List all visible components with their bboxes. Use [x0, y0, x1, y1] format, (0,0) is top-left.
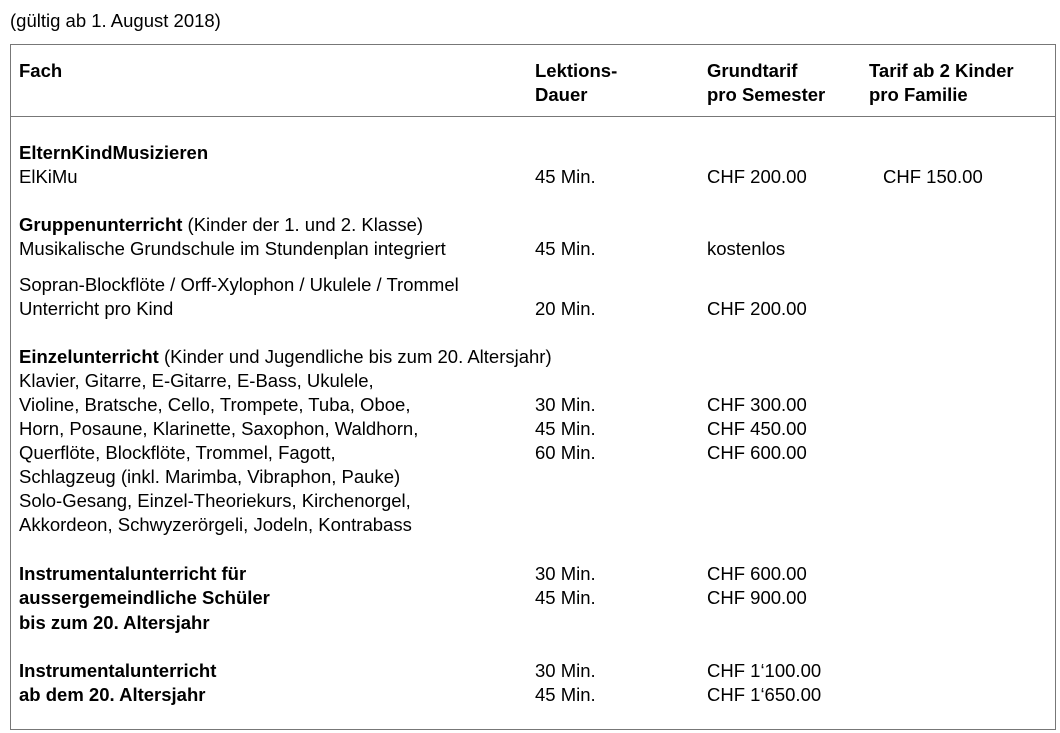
- ausser-title-line3: bis zum 20. Altersjahr: [19, 612, 210, 633]
- gruppen-item2-price: CHF 200.00: [707, 298, 807, 319]
- einzel-price: CHF 450.00: [707, 418, 807, 439]
- einzel-line: Solo-Gesang, Einzel-Theoriekurs, Kirchenorgel,: [19, 490, 411, 511]
- header-divider: [11, 116, 1055, 117]
- einzel-duration: 30 Min.: [535, 394, 596, 415]
- gruppen-item2-line1: Sopran-Blockflöte / Orff-Xylophon / Ukulele / Trommel: [19, 274, 459, 295]
- elkimu-duration: 45 Min.: [535, 166, 596, 187]
- validity-note: (gültig ab 1. August 2018): [10, 10, 221, 31]
- einzel-line: Horn, Posaune, Klarinette, Saxophon, Waldhorn,: [19, 418, 419, 439]
- ausser-duration: 30 Min.: [535, 563, 596, 584]
- gruppen-item1-price: kostenlos: [707, 238, 786, 259]
- einzel-line: Querflöte, Blockflöte, Trommel, Fagott,: [19, 442, 336, 463]
- header-tarif2-line2: pro Familie: [869, 84, 968, 105]
- einzel-price: CHF 600.00: [707, 442, 807, 463]
- einzel-heading: [19, 345, 552, 369]
- ausser-price: CHF 600.00: [707, 563, 807, 584]
- gruppen-item1: Musikalische Grundschule im Stundenplan integriert: [19, 238, 446, 259]
- gruppen-item2-duration: 20 Min.: [535, 298, 596, 319]
- gruppen-item1-duration: 45 Min.: [535, 238, 596, 259]
- einzel-line: Akkordeon, Schwyzerörgeli, Jodeln, Kontrabass: [19, 514, 412, 535]
- ausser-title-line2: aussergemeindliche Schüler: [19, 587, 270, 608]
- einzel-line: Schlagzeug (inkl. Marimba, Vibraphon, Pauke): [19, 466, 401, 487]
- elkimu-name: ElKiMu: [19, 166, 78, 187]
- einzel-price: CHF 300.00: [707, 394, 807, 415]
- elkimu-price: CHF 200.00: [707, 166, 807, 187]
- gruppen-title: Gruppenunterricht: [19, 214, 183, 235]
- ausser-duration: 45 Min.: [535, 587, 596, 608]
- elkimu-title: ElternKindMusizieren: [19, 142, 209, 163]
- erwachsene-title-line1: Instrumentalunterricht: [19, 660, 217, 681]
- gruppen-heading: [19, 213, 423, 237]
- header-tarif2-line1: Tarif ab 2 Kinder: [869, 60, 1014, 81]
- einzel-note: (Kinder und Jugendliche bis zum 20. Altersjahr): [158, 346, 552, 367]
- einzel-duration: 45 Min.: [535, 418, 596, 439]
- erwachsene-title-line2: ab dem 20. Altersjahr: [19, 684, 206, 705]
- header-dauer-line2: Dauer: [535, 84, 588, 105]
- header-grundtarif-line1: Grundtarif: [707, 60, 798, 81]
- ausser-title-line1: Instrumentalunterricht für: [19, 563, 247, 584]
- erwachsene-duration: 30 Min.: [535, 660, 596, 681]
- erwachsene-price: CHF 1‘100.00: [707, 660, 822, 681]
- einzel-line: Violine, Bratsche, Cello, Trompete, Tuba, Oboe,: [19, 394, 411, 415]
- gruppen-note: (Kinder der 1. und 2. Klasse): [182, 214, 424, 235]
- einzel-duration: 60 Min.: [535, 442, 596, 463]
- einzel-title: Einzelunterricht: [19, 346, 159, 367]
- einzel-line: Klavier, Gitarre, E-Gitarre, E-Bass, Ukulele,: [19, 370, 374, 391]
- header-fach: Fach: [19, 60, 63, 81]
- tariff-table: [10, 44, 1056, 730]
- erwachsene-price: CHF 1‘650.00: [707, 684, 822, 705]
- erwachsene-duration: 45 Min.: [535, 684, 596, 705]
- elkimu-family-price: CHF 150.00: [883, 166, 983, 187]
- header-dauer-line1: Lektions-: [535, 60, 618, 81]
- header-grundtarif-line2: pro Semester: [707, 84, 826, 105]
- gruppen-item2-line2: Unterricht pro Kind: [19, 298, 174, 319]
- ausser-price: CHF 900.00: [707, 587, 807, 608]
